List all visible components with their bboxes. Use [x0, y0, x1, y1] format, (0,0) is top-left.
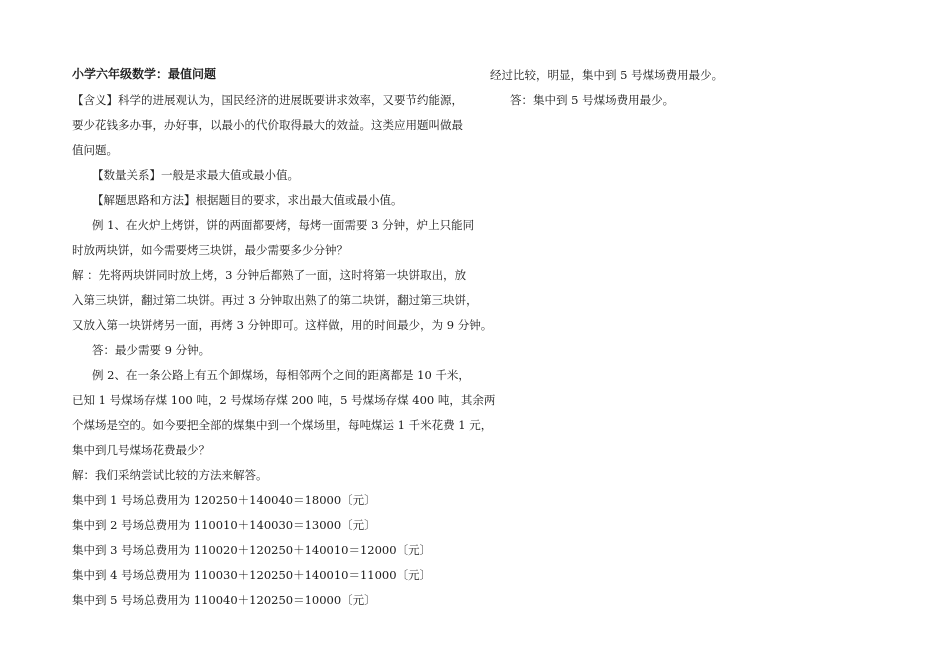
text-line: 集中到 5 号场总费用为 110040＋120250＝10000〔元〕 [72, 593, 376, 607]
text-line: 【含义】科学的进展观认为，国民经济的进展既要讲求效率，又要节约能源， [72, 93, 463, 107]
text-line: 解：我们采纳尝试比较的方法来解答。 [72, 468, 268, 482]
text-line: 【解题思路和方法】根据题目的要求，求出最大值或最小值。 [92, 193, 403, 207]
text-line: 又放入第一块饼烤另一面，再烤 3 分钟即可。这样做，用的时间最少，为 9 分钟。 [72, 318, 493, 332]
text-line: 入第三块饼，翻过第二块饼。再过 3 分钟取出熟了的第二块饼，翻过第三块饼， [72, 293, 478, 307]
text-line: 集中到 1 号场总费用为 120250＋140040＝18000〔元〕 [72, 493, 376, 507]
text-line: 要少花钱多办事，办好事，以最小的代价取得最大的效益。这类应用题叫做最 [72, 118, 463, 132]
text-line: 集中到 2 号场总费用为 110010＋140030＝13000〔元〕 [72, 518, 376, 532]
text-line: 解 ：先将两块饼同时放上烤，3 分钟后都熟了一面，这时将第一块饼取出，放 [72, 268, 467, 282]
text-line: 值问题。 [72, 143, 118, 157]
text-line: 集中到几号煤场花费最少？ [72, 443, 210, 457]
text-line: 答：集中到 5 号煤场费用最少。 [510, 93, 675, 107]
text-line: 经过比较，明显，集中到 5 号煤场费用最少。 [490, 68, 724, 82]
text-line: 时放两块饼，如今需要烤三块饼，最少需要多少分钟？ [72, 243, 348, 257]
text-line: 个煤场是空的。如今要把全部的煤集中到一个煤场里，每吨煤运 1 千米花费 1 元， [72, 418, 493, 432]
text-line: 答：最少需要 9 分钟。 [92, 343, 211, 357]
text-line: 集中到 3 号场总费用为 110020＋120250＋140010＝12000〔元〕 [72, 543, 432, 557]
text-line: 例 2、在一条公路上有五个卸煤场，每相邻两个之间的距离都是 10 千米， [92, 368, 470, 382]
text-line: 已知 1 号煤场存煤 100 吨，2 号煤场存煤 200 吨，5 号煤场存煤 400 吨，其余两 [72, 393, 496, 407]
text-line: 集中到 4 号场总费用为 110030＋120250＋140010＝11000〔元〕 [72, 568, 432, 582]
text-line: 例 1、在火炉上烤饼，饼的两面都要烤，每烤一面需要 3 分钟，炉上只能同 [92, 218, 475, 232]
text-line: 【数量关系】一般是求最大值或最小值。 [92, 168, 299, 182]
page-title: 小学六年级数学：最值问题 [72, 67, 217, 81]
